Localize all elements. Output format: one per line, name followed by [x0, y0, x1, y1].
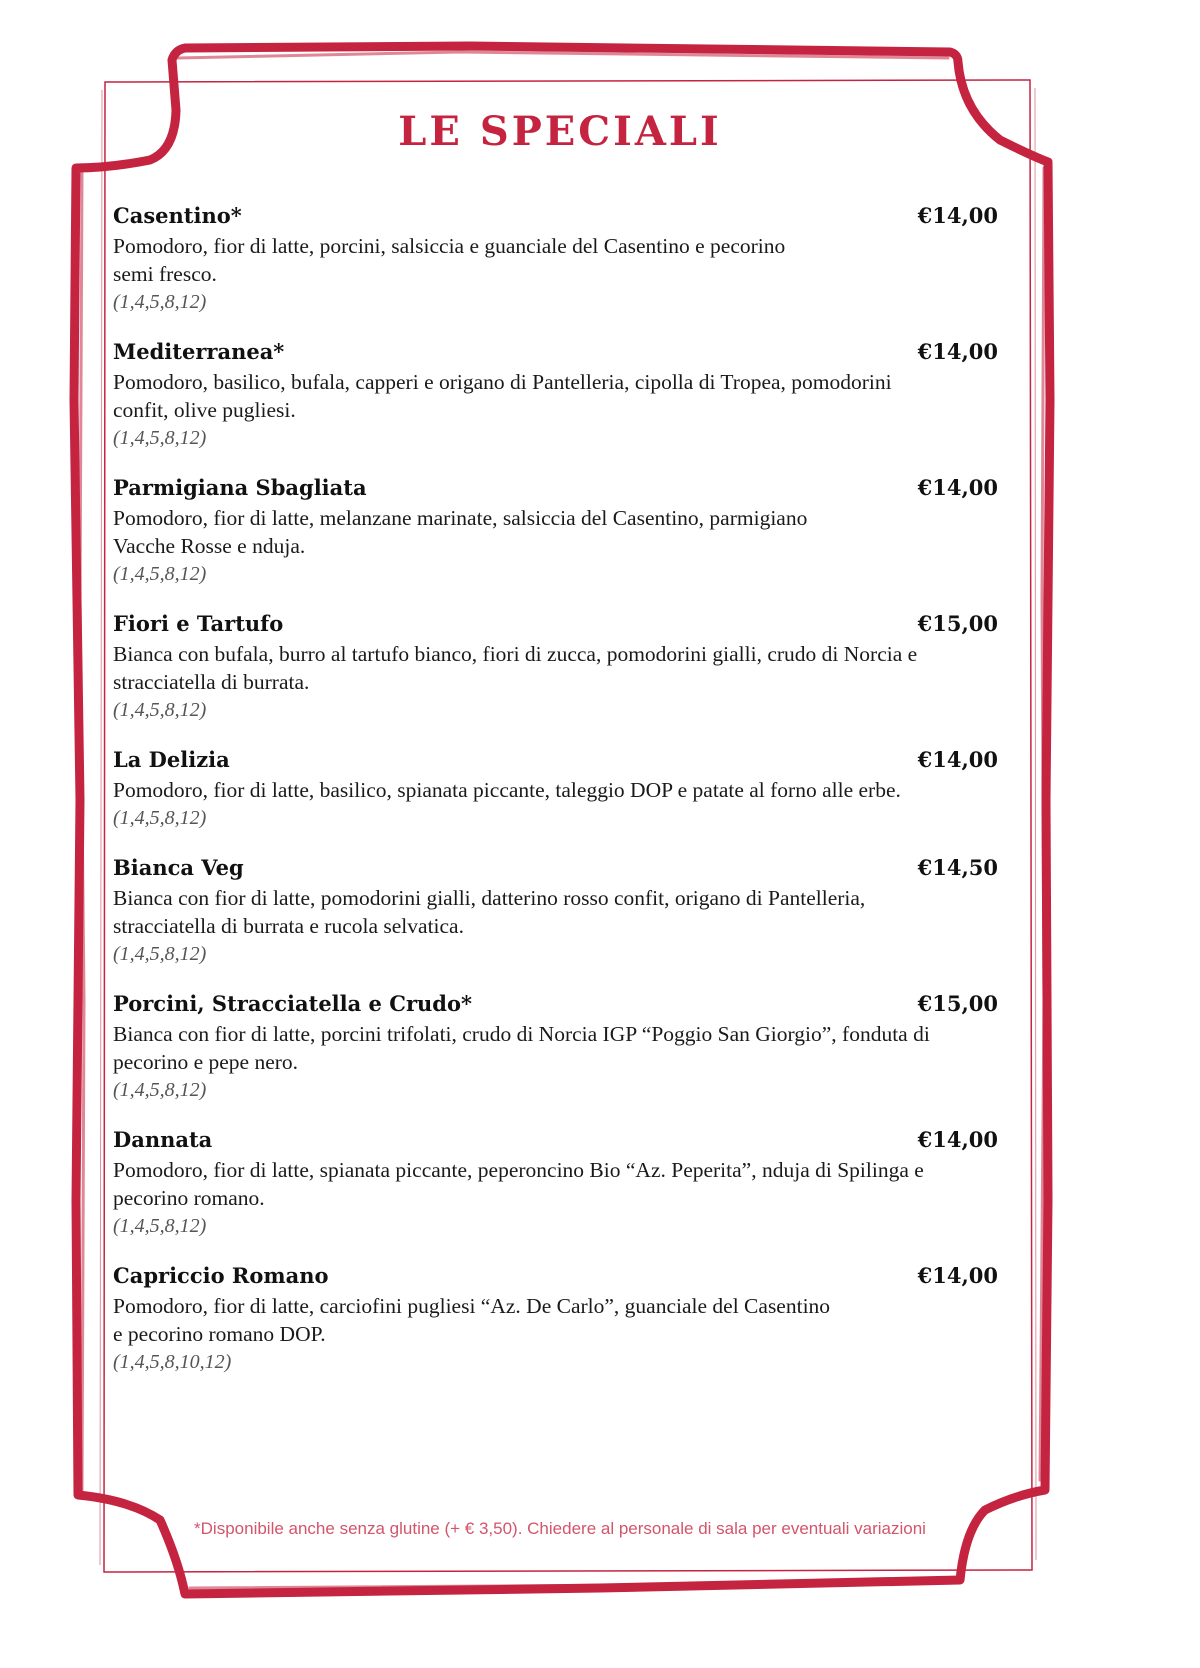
menu-item [113, 339, 998, 452]
menu-item [113, 1127, 998, 1240]
menu-item-description-line: pecorino e pepe nero. [113, 1050, 299, 1074]
menu-item-allergens: (1,4,5,8,12) [113, 427, 207, 449]
menu-item-header [113, 1127, 998, 1156]
menu-item-price: €14,00 [917, 203, 998, 228]
menu-item-description-line: Bianca con fior di latte, porcini trifolati, crudo di Norcia IGP “Poggio San Giorgio”, fonduta di [113, 1022, 930, 1046]
menu-item-description [113, 884, 993, 940]
menu-item-name: Parmigiana Sbagliata [113, 475, 367, 500]
page-title: LE SPECIALI [398, 108, 722, 155]
menu-item-description [113, 776, 993, 804]
menu-item-header [113, 855, 998, 884]
menu-item-name: Capriccio Romano [113, 1263, 329, 1288]
menu-item [113, 611, 998, 724]
menu-item-description [113, 368, 993, 424]
menu-item [113, 475, 998, 588]
menu-item-description-line: Pomodoro, fior di latte, melanzane marinate, salsiccia del Casentino, parmigiano [113, 506, 808, 530]
menu-item-description [113, 504, 993, 560]
menu-item-price: €14,50 [917, 855, 998, 880]
menu-item-description-line: Vacche Rosse e nduja. [113, 534, 306, 558]
menu-list [113, 203, 998, 1399]
menu-item-description-line: Pomodoro, fior di latte, porcini, salsiccia e guanciale del Casentino e pecorino [113, 234, 786, 258]
menu-item-header [113, 991, 998, 1020]
menu-item-description-line: pecorino romano. [113, 1186, 265, 1210]
menu-item-allergens: (1,4,5,8,12) [113, 699, 207, 721]
menu-item-allergens: (1,4,5,8,12) [113, 943, 207, 965]
menu-item-price: €14,00 [917, 1127, 998, 1152]
menu-item-description [113, 1292, 993, 1348]
menu-item-header [113, 611, 998, 640]
menu-item-description-line: confit, olive pugliesi. [113, 398, 296, 422]
menu-item-description [113, 1020, 993, 1076]
menu-item-description [113, 640, 993, 696]
menu-item-name: Mediterranea* [113, 339, 285, 364]
menu-item-price: €14,00 [917, 339, 998, 364]
menu-item [113, 1263, 998, 1376]
menu-item-name: La Delizia [113, 747, 230, 772]
menu-item-name: Dannata [113, 1127, 213, 1152]
menu-item-description [113, 1156, 993, 1212]
menu-item-name: Fiori e Tartufo [113, 611, 284, 636]
menu-item [113, 747, 998, 832]
menu-item-allergens: (1,4,5,8,12) [113, 1079, 207, 1101]
menu-item-allergens: (1,4,5,8,12) [113, 563, 207, 585]
menu-item-price: €15,00 [917, 611, 998, 636]
menu-item-description-line: Bianca con bufala, burro al tartufo bianco, fiori di zucca, pomodorini gialli, crudo di Norcia e [113, 642, 918, 666]
menu-item-name: Porcini, Stracciatella e Crudo* [113, 991, 472, 1016]
menu-item-price: €14,00 [917, 747, 998, 772]
menu-item [113, 991, 998, 1104]
menu-item-allergens: (1,4,5,8,12) [113, 291, 207, 313]
menu-item [113, 855, 998, 968]
menu-item-header [113, 747, 998, 776]
menu-item-header [113, 475, 998, 504]
menu-item [113, 203, 998, 316]
menu-item-header [113, 203, 998, 232]
menu-item-allergens: (1,4,5,8,10,12) [113, 1351, 232, 1373]
menu-item-header [113, 1263, 998, 1292]
menu-item-name: Bianca Veg [113, 855, 244, 880]
menu-item-allergens: (1,4,5,8,12) [113, 807, 207, 829]
menu-item-description-line: stracciatella di burrata e rucola selvatica. [113, 914, 464, 938]
menu-item-price: €15,00 [917, 991, 998, 1016]
footer-note: *Disponibile anche senza glutine (+ € 3,50). Chiedere al personale di sala per eventuali variazioni [194, 1519, 926, 1538]
menu-item-description-line: Pomodoro, fior di latte, carciofini pugliesi “Az. De Carlo”, guanciale del Casentino [113, 1294, 831, 1318]
menu-item-description-line: Bianca con fior di latte, pomodorini gialli, datterino rosso confit, origano di Pantelleria, [113, 886, 866, 910]
menu-item-description-line: semi fresco. [113, 262, 217, 286]
menu-item-allergens: (1,4,5,8,12) [113, 1215, 207, 1237]
menu-item-description-line: Pomodoro, fior di latte, spianata piccante, peperoncino Bio “Az. Peperita”, nduja di Spilinga e [113, 1158, 924, 1182]
menu-item-description-line: e pecorino romano DOP. [113, 1322, 326, 1346]
menu-item-description-line: Pomodoro, basilico, bufala, capperi e origano di Pantelleria, cipolla di Tropea, pomodorini [113, 370, 892, 394]
menu-item-name: Casentino* [113, 203, 242, 228]
menu-item-header [113, 339, 998, 368]
menu-item-price: €14,00 [917, 475, 998, 500]
menu-item-description [113, 232, 993, 288]
menu-item-price: €14,00 [917, 1263, 998, 1288]
menu-item-description-line: stracciatella di burrata. [113, 670, 310, 694]
menu-item-description-line: Pomodoro, fior di latte, basilico, spianata piccante, taleggio DOP e patate al forno alle erbe. [113, 778, 901, 802]
